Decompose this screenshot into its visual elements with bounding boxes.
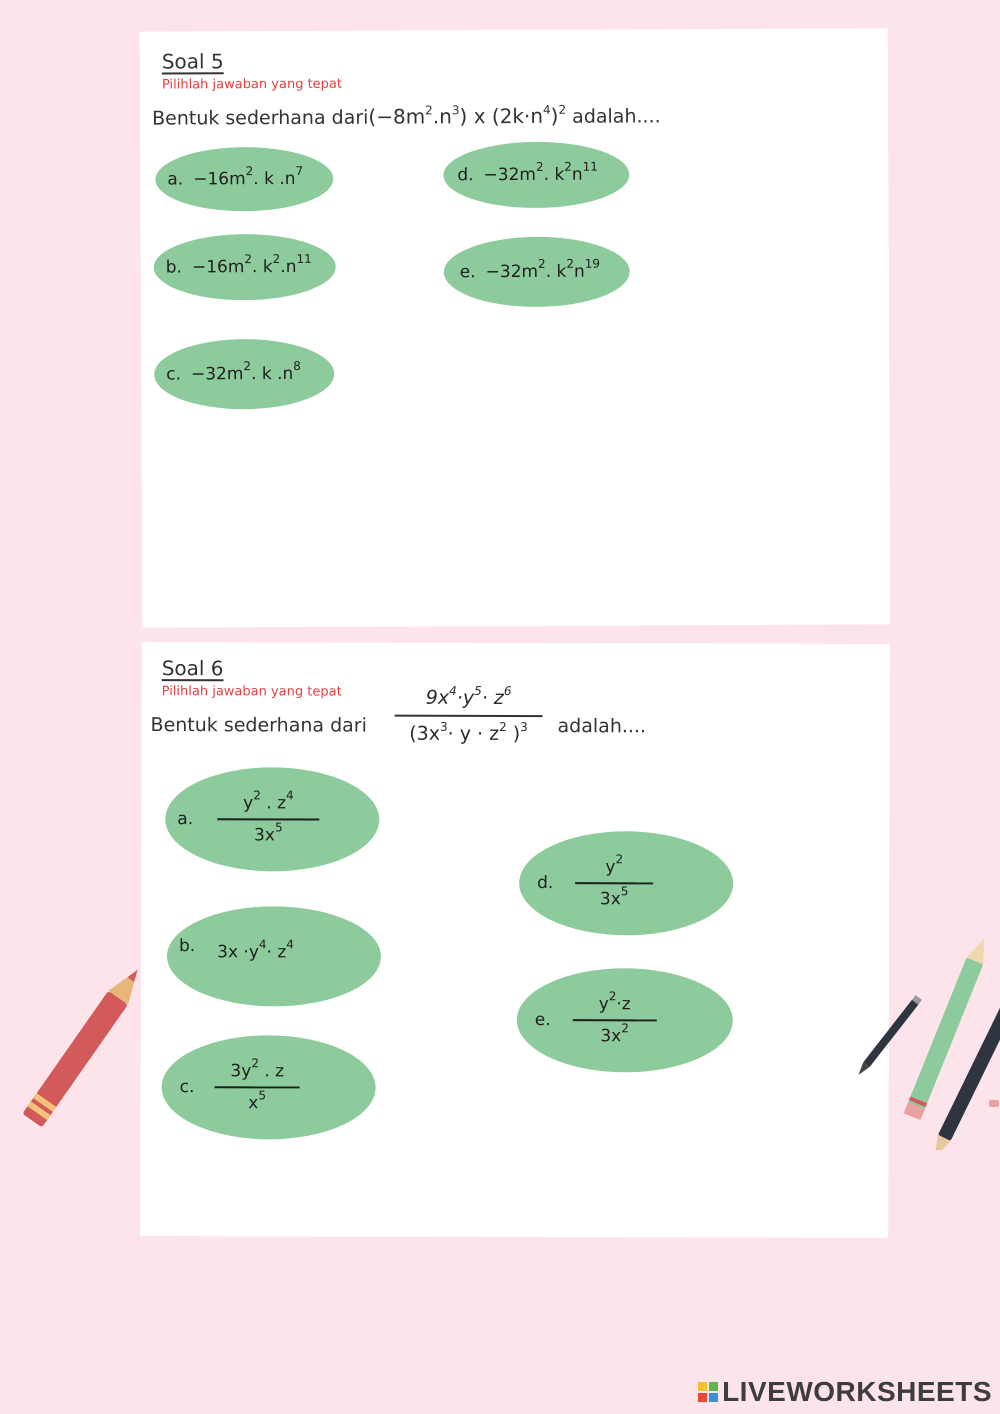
option-6b[interactable]: b. $3x \cdot y^4\cdot z^4$ [167,906,381,1007]
option-5b[interactable]: b. $-16m^2$. $k^2.n^{11}$ [154,234,336,301]
option-6b-expression: $3x \cdot y^4\cdot z^4$ [217,937,294,963]
option-6e-fraction: $\frac{y^2\cdot z}{3x^2}$ [573,994,657,1046]
question-6-prefix: Bentuk sederhana dari [150,714,367,737]
option-5e-expression: $-32m^2$. $k^2n^{19}$ [485,256,601,283]
option-6d[interactable]: d. $\frac{y^2}{3x^5}$ [519,831,733,936]
question-5-expression: $(-8m^2.n^3)$ x $(2k\cdot n^4)^2$ [368,102,567,129]
red-pencil-icon [8,955,148,1160]
option-5c-expression: $-32m^2$. k $.n^8$ [190,358,301,385]
question-6-numerator: $9x^4\cdot y^5\cdot z^6$ [425,683,512,709]
option-5a-expression: $-16m^2$. k $.n^7$ [193,163,304,190]
question-6-suffix: adalah.... [557,715,647,738]
question-6-fraction [395,683,543,746]
option-5b-expression: $-16m^2$. $k^2.n^{11}$ [191,251,312,278]
option-6c-fraction: $\frac{3y^2 . z}{x^5}$ [214,1061,300,1113]
question-5-instruction: Pilihlah jawaban yang tepat [161,76,343,93]
option-5d[interactable]: d. $-32m^2$. $k^2n^{11}$ [443,141,629,208]
option-5d-expression: $-32m^2$. $k^2n^{11}$ [483,159,598,186]
question-card-6 [140,642,890,1238]
question-6-instruction: Pilihlah jawaban yang tepat [161,684,342,700]
option-5e[interactable]: e. $-32m^2$. $k^2n^{19}$ [444,236,630,307]
option-5a[interactable]: a. $-16m^2$. k $.n^7$ [155,147,333,212]
liveworksheets-text: LIVEWORKSHEETS [722,1376,992,1407]
question-5-title: Soal 5 [161,49,224,74]
question-6-denominator: ($3x^3\cdot y \cdot z^2$ )$^3$ [409,719,528,746]
pencils-icon [850,925,1000,1150]
question-5-prefix: Bentuk sederhana dari [152,106,369,130]
liveworksheets-brand [698,1376,992,1408]
question-5-suffix: adalah.... [572,105,661,128]
option-5c[interactable]: c. $-32m^2$. k $.n^8$ [154,339,334,410]
option-6a-fraction: $\frac{y^2 . z^4}{3x^5}$ [217,793,320,845]
option-6d-fraction: $\frac{y^2}{3x^5}$ [575,857,653,909]
question-card-5 [140,28,891,627]
question-6-title: Soal 6 [161,656,224,681]
option-6c[interactable]: c. $\frac{3y^2 . z}{x^5}$ [161,1035,375,1140]
liveworksheets-logo-icon [698,1382,718,1402]
option-6a[interactable]: a. $\frac{y^2 . z^4}{3x^5}$ [165,767,379,872]
question-5-text [152,103,661,129]
option-6e[interactable]: e. $\frac{y^2\cdot z}{3x^2}$ [517,968,733,1073]
